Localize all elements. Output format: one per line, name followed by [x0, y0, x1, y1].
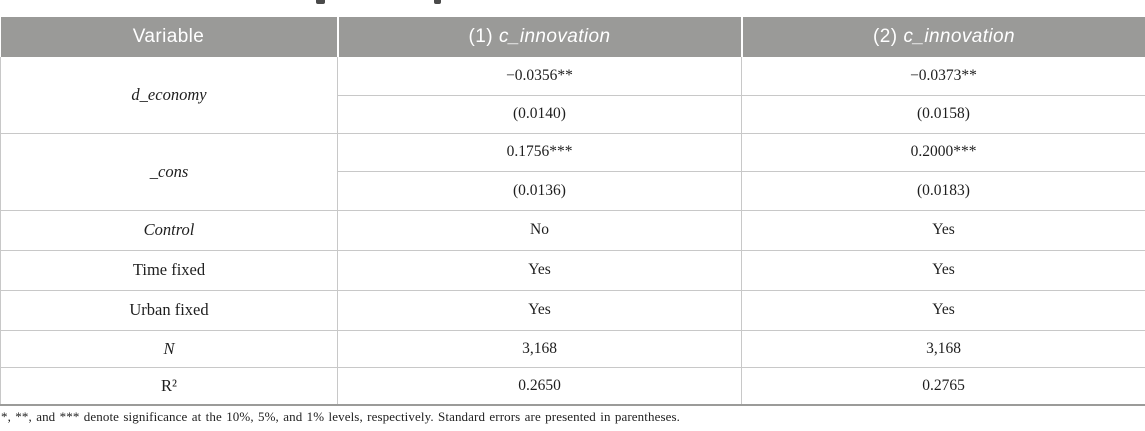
coefficient-cell: −0.0356**	[338, 57, 742, 95]
coefficient-cell: 0.1756***	[338, 133, 742, 171]
value-cell: 3,168	[338, 330, 742, 367]
row-label-r-squared: R²	[1, 367, 338, 405]
value-cell: Yes	[742, 250, 1145, 290]
std-error-cell: (0.0158)	[742, 95, 1145, 133]
table-row	[1, 367, 1145, 405]
coefficient-cell: 0.2000***	[742, 133, 1145, 171]
cropped-caption-remnant	[434, 0, 441, 4]
column-header-model-1	[338, 17, 742, 57]
table-row	[1, 250, 1145, 290]
value-cell: 0.2650	[338, 367, 742, 405]
value-cell: Yes	[742, 210, 1145, 250]
table-row	[1, 290, 1145, 330]
model-1-depvar: c_innovation	[498, 26, 611, 47]
table-header-row	[1, 17, 1145, 57]
value-cell: 3,168	[742, 330, 1145, 367]
row-label-time-fixed: Time fixed	[1, 250, 338, 290]
table-row	[1, 330, 1145, 367]
cropped-caption-remnant	[316, 0, 325, 4]
value-cell: Yes	[338, 250, 742, 290]
model-1-number: (1)	[468, 26, 493, 47]
row-label-urban-fixed: Urban fixed	[1, 290, 338, 330]
row-label-n: N	[1, 330, 338, 367]
column-header-variable: Variable	[1, 17, 338, 57]
model-2-number: (2)	[873, 26, 898, 47]
row-label-control: Control	[1, 210, 338, 250]
table-row	[1, 133, 1145, 171]
value-cell: Yes	[742, 290, 1145, 330]
coefficient-cell: −0.0373**	[742, 57, 1145, 95]
table-row	[1, 57, 1145, 95]
value-cell: 0.2765	[742, 367, 1145, 405]
std-error-cell: (0.0183)	[742, 171, 1145, 210]
significance-footnote: *, **, and *** denote significance at the 10%, 5%, and 1% levels, respectively. Standard errors are presented in parentheses.	[1, 409, 680, 424]
column-header-model-2	[742, 17, 1145, 57]
std-error-cell: (0.0140)	[338, 95, 742, 133]
value-cell: Yes	[338, 290, 742, 330]
value-cell: No	[338, 210, 742, 250]
regression-results-table	[0, 17, 1145, 406]
table-row	[1, 210, 1145, 250]
model-2-depvar: c_innovation	[903, 26, 1015, 47]
variable-label-d-economy: d_economy	[1, 57, 338, 133]
variable-label-cons: _cons	[1, 133, 338, 210]
std-error-cell: (0.0136)	[338, 171, 742, 210]
